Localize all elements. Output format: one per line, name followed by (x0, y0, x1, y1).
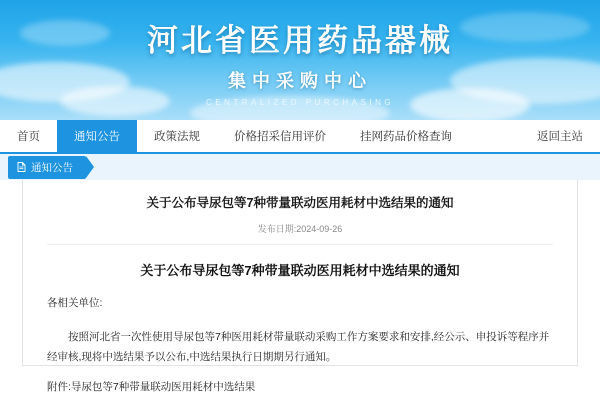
site-banner (0, 0, 600, 120)
article-attachment-line: 附件:导尿包等7种带量联动医用耗材中选结果 (47, 380, 256, 393)
nav-item-credit-evaluation[interactable]: 价格招采信用评价 (234, 131, 326, 143)
breadcrumb-label: 通知公告 (31, 161, 73, 174)
article-panel (22, 180, 578, 393)
nav-item-back-to-main-site[interactable]: 返回主站 (537, 131, 583, 143)
nav-item-notices[interactable]: 通知公告 (57, 120, 137, 152)
site-subtitle-english: CENTRALIZED PURCHASING (205, 98, 395, 108)
nav-item-home[interactable]: 首页 (17, 131, 40, 143)
breadcrumb-strip (0, 154, 600, 180)
main-navigation (0, 120, 600, 154)
article-wrapper (0, 180, 600, 393)
site-subtitle: 集中采购中心 (228, 71, 372, 92)
nav-spacer (469, 120, 520, 152)
article-publish-date: 发布日期:2024-09-26 (47, 222, 553, 245)
article-body-title: 关于公布导尿包等7种带量联动医用耗材中选结果的通知 (140, 262, 460, 278)
nav-item-drug-price-query[interactable]: 挂网药品价格查询 (360, 131, 452, 143)
article-head-title: 关于公布导尿包等7种带量联动医用耗材中选结果的通知 (146, 196, 454, 210)
banner-text-block (0, 0, 600, 107)
nav-item-policies[interactable]: 政策法规 (154, 131, 200, 143)
breadcrumb[interactable] (8, 156, 86, 179)
article-paragraph-body: 按照河北省一次性使用导尿包等7种医用耗材带量联动采购工作方案要求和安排,经公示、申投诉等程序并经审核,现将中选结果予以公布,中选结果执行日期期另行通知。 (47, 330, 550, 364)
document-icon (17, 162, 26, 172)
article-paragraph-salutation: 各相关单位: (47, 297, 103, 310)
site-title: 河北省医用药品器械 (147, 23, 453, 58)
